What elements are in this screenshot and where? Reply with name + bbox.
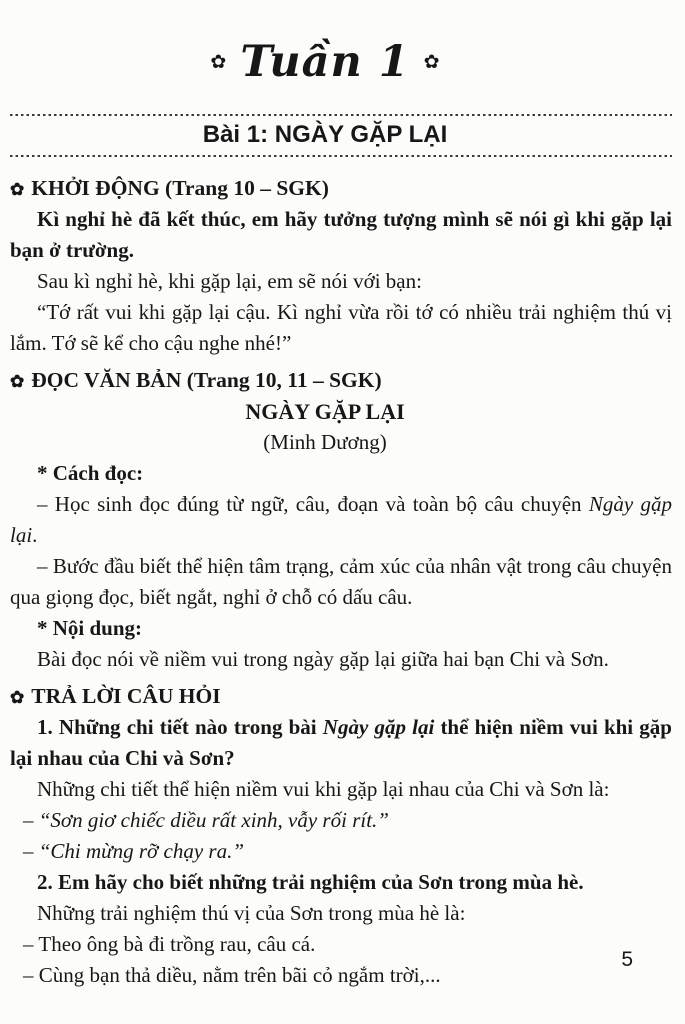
section-heading-text: TRẢ LỜI CÂU HỎI xyxy=(31,684,221,708)
question-2: 2. Em hãy cho biết những trải nghiệm của Sơn trong mùa hè. xyxy=(37,870,584,894)
reading-author: (Minh Dương) xyxy=(263,430,387,454)
section-heading-text: KHỞI ĐỘNG (Trang 10 – SGK) xyxy=(31,176,329,200)
task-paragraph: Kì nghỉ hè đã kết thúc, em hãy tưởng tượng mình sẽ nói gì khi gặp lại bạn ở trường. xyxy=(10,207,672,262)
flower-icon: ✿ xyxy=(10,688,25,707)
noi-dung-label: * Nội dung: xyxy=(37,616,143,640)
flower-icon: ✿ xyxy=(423,51,440,73)
answer-2-item: – Cùng bạn thả diều, nằm trên bãi cỏ ngắm trời,... xyxy=(23,963,441,987)
reading-title-inline: Ngày gặp lại xyxy=(10,492,673,547)
cach-doc-item-text: . xyxy=(32,523,38,547)
flower-icon: ✿ xyxy=(10,372,25,391)
cach-doc-item: – Bước đầu biết thể hiện tâm trạng, cảm xúc của nhân vật trong câu chuyện qua giọng đọc, biết ngắt, nghỉ ở chỗ có dấu câu. xyxy=(10,554,672,609)
section-khoi-dong xyxy=(10,173,672,359)
flower-icon: ✿ xyxy=(210,51,227,73)
cach-doc-label: * Cách đọc: xyxy=(37,461,144,485)
flower-icon: ✿ xyxy=(10,180,25,199)
answer-1-item: – “Chi mừng rỡ chạy ra.” xyxy=(23,839,245,863)
lesson-title: Bài 1: NGÀY GẶP LẠI xyxy=(202,121,448,148)
week-title: Tuần 1 xyxy=(240,37,410,87)
cach-doc-item xyxy=(10,489,672,551)
section-heading-doc-van-ban xyxy=(10,365,672,396)
answer-1-intro: Những chi tiết thể hiện niềm vui khi gặp lại nhau của Chi và Sơn là: xyxy=(37,777,610,801)
answer-quote-paragraph: “Tớ rất vui khi gặp lại cậu. Kì nghỉ vừa rồi tớ có nhiều trải nghiệm thú vị lắm. Tớ sẽ kể cho cậu nghe nhé!” xyxy=(10,300,672,355)
question-1 xyxy=(10,712,672,774)
question-text: 1. Những chi tiết nào trong bài xyxy=(37,715,323,739)
answer-2-item: – Theo ông bà đi trồng rau, câu cá. xyxy=(23,932,316,956)
section-tra-loi-cau-hoi xyxy=(10,681,672,991)
dashed-rule-bottom xyxy=(10,155,672,157)
answer-2-intro: Những trải nghiệm thú vị của Sơn trong mùa hè là: xyxy=(37,901,466,925)
reading-title-inline: Ngày gặp lại xyxy=(322,715,435,739)
lead-in-paragraph: Sau kì nghỉ hè, khi gặp lại, em sẽ nói với bạn: xyxy=(37,269,422,293)
page-number: 5 xyxy=(621,948,633,971)
question-text: thể hiện niềm vui khi gặp lại nhau của Chi và Sơn? xyxy=(10,715,672,770)
section-doc-van-ban xyxy=(10,365,672,675)
section-heading-tra-loi xyxy=(10,681,672,712)
noi-dung-text: Bài đọc nói về niềm vui trong ngày gặp lại giữa hai bạn Chi và Sơn. xyxy=(37,647,609,671)
answer-1-item: – “Sơn giơ chiếc diều rất xinh, vẫy rối rít.” xyxy=(23,808,389,832)
lesson-header xyxy=(10,114,672,157)
section-heading-text: ĐỌC VĂN BẢN (Trang 10, 11 – SGK) xyxy=(31,368,382,392)
reading-title: NGÀY GẶP LẠI xyxy=(245,399,405,424)
section-heading-khoi-dong xyxy=(10,173,672,204)
cach-doc-item-text: – Học sinh đọc đúng từ ngữ, câu, đoạn và toàn bộ câu chuyện xyxy=(37,492,589,516)
week-banner xyxy=(0,34,656,90)
